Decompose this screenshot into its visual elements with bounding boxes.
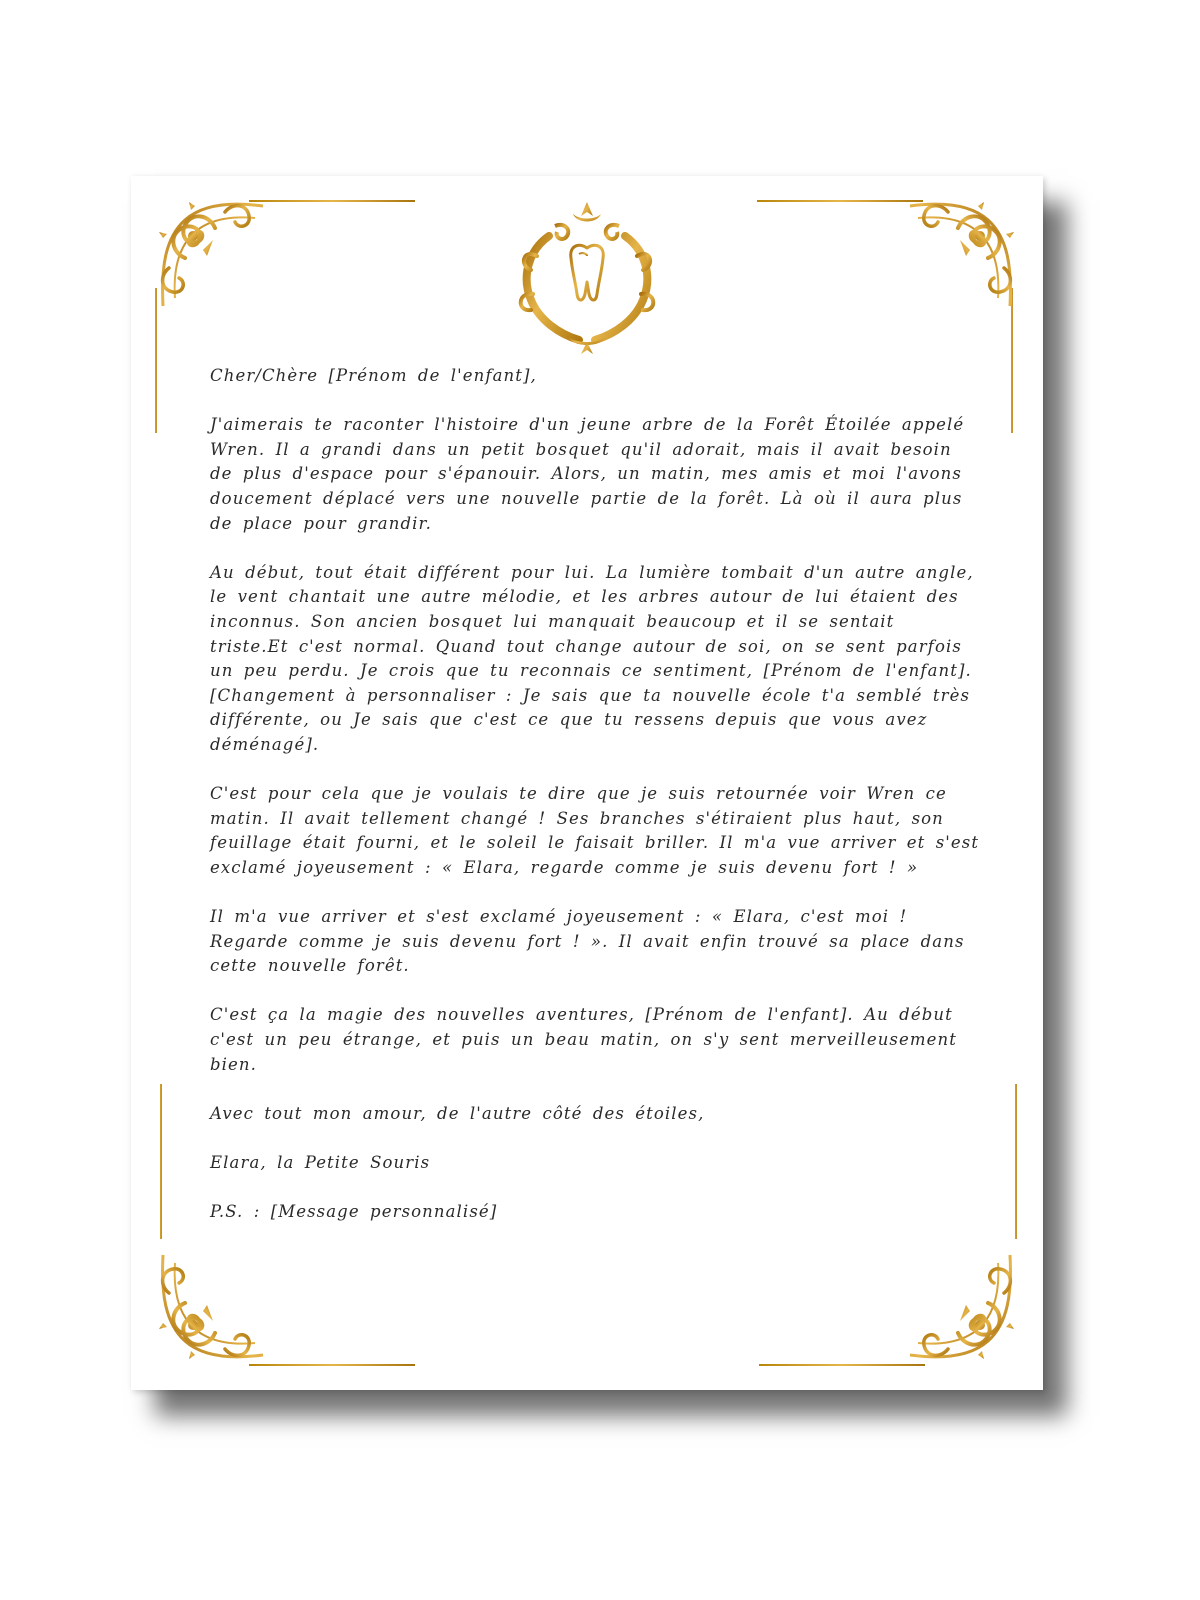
paragraph-2: Au début, tout était différent pour lui. La lumière tombait d'un autre angle, le vent chantait une autre mélodie, et les arbres autour de lui étaient des inconnus. Son ancien bosquet lui manquait beaucoup et il se sentait triste.Et c'est normal. Quand tout change autour de soi, on se sent parfois un peu perdu. Je crois que tu reconnais ce sentiment, [Prénom de l'enfant]. [Changement à personnaliser : Je sais que ta nouvelle école t'a semblé très différente, ou Je sais que c'est ce que tu ressens depuis que vous avez déménagé]. xyxy=(210,562,974,754)
paragraph-3: C'est pour cela que je voulais te dire que je suis retournée voir Wren ce matin. Il avait tellement changé ! Ses branches s'étiraient plus haut, son feuillage était fourni, et le soleil le faisait briller. Il m'a vue arriver et s'est exclamé joyeusement : « Elara, regarde comme je suis devenu fort ! » xyxy=(210,784,980,877)
postscript: P.S. : [Message personnalisé] xyxy=(210,1202,498,1222)
border-line-top-left xyxy=(249,200,415,202)
border-line-top-right xyxy=(757,200,923,202)
baroque-filigree-corner-icon xyxy=(903,198,1018,313)
border-line-right-bottom xyxy=(1015,1084,1017,1239)
baroque-filigree-corner-icon xyxy=(155,198,270,313)
paragraph-5: C'est ça la magie des nouvelles aventures, [Prénom de l'enfant]. Au début c'est un peu étrange, et puis un beau matin, on s'y sent merveilleusement bien. xyxy=(210,1005,957,1074)
baroque-filigree-corner-icon xyxy=(903,1248,1018,1363)
paragraph-4: Il m'a vue arriver et s'est exclamé joyeusement : « Elara, c'est moi ! Regarde comme je suis devenu fort ! ». Il avait enfin trouvé sa place dans cette nouvelle forêt. xyxy=(210,907,965,976)
letter-paper xyxy=(131,176,1043,1390)
border-line-bottom-left xyxy=(249,1364,415,1366)
tooth-crest-icon xyxy=(509,196,665,360)
closing: Avec tout mon amour, de l'autre côté des étoiles, xyxy=(210,1103,705,1123)
border-line-left-bottom xyxy=(160,1084,162,1239)
paragraph-1: J'aimerais te raconter l'histoire d'un jeune arbre de la Forêt Étoilée appelé Wren. Il a grandi dans un petit bosquet qu'il adorait, mais il avait besoin de plus d'espace pour s'épanouir. Alors, un matin, mes amis et moi l'avons doucement déplacé vers une nouvelle partie de la forêt. Là où il aura plus de place pour grandir. xyxy=(210,415,965,533)
letter-body xyxy=(210,364,980,1249)
baroque-filigree-corner-icon xyxy=(155,1248,270,1363)
border-line-bottom-right xyxy=(759,1364,925,1366)
salutation: Cher/Chère [Prénom de l'enfant], xyxy=(210,366,537,385)
signature: Elara, la Petite Souris xyxy=(210,1153,431,1172)
